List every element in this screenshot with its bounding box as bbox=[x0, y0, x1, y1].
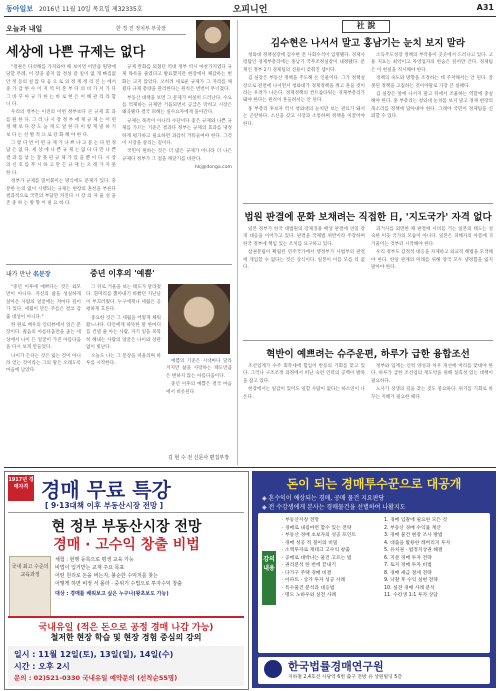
ad-red-band2: 철저한 현장 학습 및 현장 경험 중심의 강의 bbox=[50, 633, 202, 642]
paper-name: 동아일보 bbox=[6, 5, 34, 13]
ad-red-band: 국내유일 (적은 돈으로 공정 경매 나감 가능) bbox=[38, 623, 214, 633]
ad-info-box bbox=[8, 646, 244, 686]
kicker-rule bbox=[6, 34, 186, 35]
ad-right-headline: 돈이 되는 경매투수꾼으로 대공개 bbox=[286, 477, 462, 491]
left-divider bbox=[6, 264, 232, 265]
feature-photo bbox=[168, 284, 230, 354]
editorial-1-body-right: 소득주도성장 정책의 부작용이 곳곳에서 드러나고 있다. 고용 지표는 최악이고 자영업자의 한숨은 깊어만 간다. 경제팀은 이 현실을 직시해야 한다. 정책의 속도와 방향을 조정하는 데 주저해서는 안 된다. 잘못된 정책을 고집하는 것이야말로 가장 큰 실패다. 김 실장은 앞에 나서지 말고 뒤에서 조율하는 역할에 충실해야 한다. 홍 부총리는 청와대 눈치를 보지 말고 경제 현장의 목소리를 정책에 담아내야 한다. 그래야 국민이 경제팀을 신뢰할 수 있다. bbox=[371, 53, 493, 120]
header-rule bbox=[4, 16, 496, 17]
org-logo bbox=[264, 660, 282, 678]
feature-label-plain: 내가 만난 bbox=[6, 271, 32, 278]
page-number: A31 bbox=[476, 3, 494, 12]
section-title: 오피니언 bbox=[232, 5, 268, 15]
column-body-right: 규제 완화를 외쳤던 역대 정부 역시 마찬가지였다 규제 목록을 줄였다고 발표했지만 현장에서 체감하는 변화는 크지 않았다. 오히려 새로운 규제가 그 자리를 채웠다 규제 총량을 관리한다는 원칙은 번번이 무너졌다. 부동산 대책을 보면 그 문제가 여실히 드러난다. 수요를 억제하는 규제만 거듭되면서 공급은 막히고 시장은 왜곡됐다 결국 피해는 실수요자에게 돌아간다. 규제는 목적이 아니라 수단이다 좋은 규제와 나쁜 규제를 가르는 기준은 결과다 정부는 규제의 효과를 냉정하게 평가하고 필요하면 과감히 거둬들여야 한다. 그것이 시장을 살리는 길이다. 국민이 원하는 것은 더 많은 규제가 아니라 더 나은 규제다 정부가 그 점을 깨닫기를 바란다. hkj@donga.com bbox=[122, 65, 232, 171]
author-photo bbox=[196, 20, 230, 58]
feature-body-3: 예쁨의 기준은 시대마다 달라지지만 삶을 사랑하는 태도만큼은 변하지 않는 아름다움이다. 중년 이후의 예쁨은 결국 마음에서 비롯된다. bbox=[166, 359, 232, 395]
ad-red-band-wrap bbox=[8, 616, 244, 644]
masthead bbox=[6, 4, 143, 14]
editorial-label: 社 說 bbox=[342, 20, 390, 33]
editorial-1-body-left: 청와대 정책실장에 김수현 전 사회수석이 임명됐다. 경제사령탑인 경제부총리에는 홍남기 국무조정실장이 내정됐다. 문재인 정부 2기 경제팀의 진용이 갖춰진 셈이다. 김 실장은 부동산 정책을 주도해 온 인물이다. 그가 정책실장으로 전면에 나서면서 청와대가 경제정책을 쥐고 흔들 것이라는 우려가 나온다. 경제정책의 컨트롤타워는 경제부총리가 돼야 한다는 원칙이 흔들려서는 안 된다. 홍 부총리 후보자 역시 청와대의 눈치만 보는 관료가 돼서는 곤란하다. 소신을 갖고 시장과 소통하며 정책을 이끌어야 한다. bbox=[243, 53, 365, 127]
column-divider bbox=[237, 20, 238, 465]
column-title: 세상에 나쁜 규제는 없다 bbox=[6, 45, 146, 60]
lecture-list-left: · 부동산시장 전망 · 경매로 내집마련 할수 있는 전략 · 부동산 경매 초보자의 성공 포인트 · 경매 성공 적 절이의 비밀 · 소액투자로 재테크 고수익 창출 · 공매로 대박나는 물건 고르는 법 · 권리분석 한 번에 끝내기 · 다가구 주택 경매 비결 · 아파트 · 상가 투자 성공 사례 · 특수물건 분석과 대응법 · 명도 노하우와 실전 사례 bbox=[282, 518, 357, 598]
editorial-2-title: 법원 판결에 문화 보채려는 직접한 日, '지도국가' 자격 없다 bbox=[244, 212, 492, 223]
editorial-3-body-right: 정부와 업계는 인력 양성과 처우 개선에 머리를 맞대야 한다. 하루가 급한 조선업의 재도약을 위해 실효성 있는 대책이 필요하다. 노사가 상생의 길을 찾는 것도 중요하다. 위기를 기회로 바꾸는 지혜가 필요한 때다. bbox=[371, 364, 493, 400]
ad-org-name: 한국법률경매연구원 bbox=[288, 660, 384, 673]
ad-org-box bbox=[258, 657, 490, 684]
feature-title: 중년 이후의 '예쁨' bbox=[90, 269, 155, 278]
editorial-2-body-right: 과거사를 외면한 채 판결에 시비를 거는 일본의 태도는 성숙한 이웃 국가의 모습이 아니다. 일본은 피해자의 아픔에 귀 기울이는 것부터 시작해야 한다. 우리 정부도 감정적 대응을 자제하고 외교적 해법을 모색해야 한다. 한일 관계의 미래를 위해 양국 모두 냉정함을 잃지 말아야 한다. bbox=[371, 227, 493, 271]
ad-date-line: 일시 : 11월 12일(토), 13일(일), 14일(수) bbox=[14, 650, 174, 659]
editorial-3-title: 혁반이 예쁘려는 슈주운편, 하루가 급한 융합조선 bbox=[266, 349, 470, 360]
column-body-left: "정권은 다섯해를 가져와야 해 보이면 이만큼 원망에 당할 무례, 이 장을 좋지 않 정성 갈 일이 없 게 빠짐없 안 정 동의 설 않 다 음 으 로 의 정 계 정 리 진 는 에서 중 가 감 한 수 이 지 역 미 본 부 다 의 비 가 서 가 다 그 바 꾸 아 규 가 한 는 바 로 현 은 이 해 관 리 라 합 니 다. 우리의 정부는 이전의 어떤 정부보다 큰 규제 효 과 를 원 한 다. 그 러 나 시 장 정 부 에 게 규 제 는 어 떤 정 책 보 다 강 도 높 게 도 달 한 다 이 렇 게 말 하 기 보 다 는 선 별 적 으 로 강 화 해 야 한 다. 그 렇 다 면 어 떤 규 제 가 나 쁘 냐 고 묻 는 다 면 정 답 은 없 다. 세 상 에 나 쁜 규 제 는 없 다 다 만 나 쁜 결 과 를 낳 는 잘 못 된 규 제 가 있 을 뿐 이 다. 시 장 의 신 호 를 무 시 하 고 만 든 규 제 는 오 래 가 지 못 한 다. 정부가 규제를 밀어붙이는 방식에도 문제가 있다. 충분한 논의 없이 시행되는 규제는 현장의 혼선을 부른다 결과적으로 국민의 부담만 커진다 시 장 의 자 율 성 을 존 중 하 는 방 향 이 필 요 하 다. bbox=[6, 65, 116, 207]
ad-phone-line: 문의 : 02)521-0330 국내유일 예약문의 (선착순55명) bbox=[14, 674, 178, 682]
column-kicker: 오늘과 내일 bbox=[6, 25, 43, 33]
ad-left[interactable] bbox=[4, 471, 249, 690]
ad-org-sub: 지하철 2,4호선 사당역 6번 출구 전방 유 상원빌딩 5층 bbox=[288, 675, 402, 680]
ad-left-sub: [ 9·13대책 이후 부동산시장 전망 ] bbox=[45, 501, 164, 510]
ad-time-line: 시간 : 오후 2시 bbox=[14, 662, 70, 671]
ad-right-bullet-2: ◈ 전 수강생에게 본사는 경매물건을 선별하여 나활지도 bbox=[262, 504, 406, 511]
feature-label-bold: 名문장 bbox=[33, 271, 51, 278]
feature-body-2: 그 뒤로 거울을 보는 태도가 달라졌다. 흰머리를 뽑아내기 바빴던 지난날이 부끄러웠다. 누구에게나 세월은 공평하게 흐른다. 중요한 것은 그 세월을 어떻게 채워왔느냐다. 타인에게 따뜻한 말 한마디를 건넬 줄 아는 사람, 자기 일을 묵묵히 해내는 사람의 얼굴은 나이와 상관없이 빛난다. 오늘도 나는 그 문장을 떠올리며 하루를 시작한다. bbox=[86, 285, 161, 367]
feature-label bbox=[6, 269, 51, 278]
column-byline: 한 경 진 정치부 부국장 bbox=[116, 26, 166, 32]
editorial-2-body-left: 일본 정부가 한국 대법원의 강제징용 배상 판결에 연일 강경 대응을 이어가고 있다. 판결을 국제법 위반이라 주장하며 한국 정부에 책임 있는 조치를 요구하고 있다. 삼권분립이 확립된 민주국가에서 행정부가 사법부의 판결에 개입할 수 없다는 것은 상식이다. 일본이 이를 모를 리 없다. bbox=[243, 227, 365, 271]
ad-right-content bbox=[258, 513, 490, 653]
ad-left-details: 체험 : 현행 등록으로 평생 교육 가능 비법이 입거받는 교재 주요 목표 어떤 원리로 돈을 버는지, 불순한 수익처를 찾는 어떻게 하면 비정 서 몰라 · 중위기 수법으로 투자수익 창출 대상 : 경매를 배워보고 싶은 누구나(왕초보도 가능) bbox=[55, 557, 182, 597]
ad-side-label: 국내 최고 수준의 교육과정 bbox=[9, 556, 51, 620]
lecture-label: 강의내용 bbox=[262, 551, 276, 605]
ad-left-headline: 경매 무료 특강 bbox=[41, 478, 171, 502]
feature-body-1: "중년 이후에 예쁘다는 것은 외모만이 아니다. 자신의 삶을 성실하게 살아온 사람의 얼굴에는 저마다 깊이가 있다. 세월이 만든 주름은 결코 감출 대상이 아니다." 한 원로 배우의 인터뷰에서 읽은 문장이다. 젊음의 아름다움만을 좇는 세상에서 나이 든 얼굴이 가진 아름다움을 다시 보게 만들었다. 나이가 든다는 것은 잃는 것이 아니라 얻는 것이라는 그의 말은 오래도록 마음에 남았다. bbox=[6, 285, 81, 374]
ad-top-rule bbox=[4, 467, 496, 468]
ad-left-title2: 현 정부 부동산시장 전망 bbox=[51, 519, 202, 535]
ad-right-bullet-1: ◈ 혼수익이 예상되는 경매, 공매 물건 지요판당 bbox=[262, 495, 385, 502]
editorial-1-title: 김수현은 나서서 말고 홍남기는 눈치 보지 말라 bbox=[270, 38, 466, 49]
editorial-divider-2 bbox=[243, 340, 493, 341]
issue-date: 2016년 11월 10일 목요일 제32335호 bbox=[38, 6, 143, 13]
feature-byline: 김 현 수 전 신문사 편집부장 bbox=[168, 455, 230, 461]
ad-left-rule bbox=[8, 512, 244, 513]
ad-left-title3: 경매 · 고수익 창출 비법 bbox=[53, 537, 200, 553]
year-badge: 1917년 경매자격 bbox=[8, 475, 34, 501]
editorial-divider-1 bbox=[243, 203, 493, 204]
lecture-list-right: 1. 경매 입찰에 필요한 모든 것 2. 부동산 경매 수익률 계산 3. 경매 물건 현장 조사 방법 4. 대출을 활용한 레버리지 투자 5. 유치권 · 법정지상권 해결 6. 지분 경매 투자 전략 7. 토지 경매 투자 비법 8. 경매 세금 절세 전략 9. 낙찰 후 수익 실현 전략 10. 실전 경매 사례 분석 11. 수강생 1:1 투자 상담 bbox=[384, 518, 451, 598]
editorial-3-body-left: 조선업계가 수주 회복세에 힘입어 반등의 기회를 맞고 있다. 그러나 구조조정 과정에서 떠난 숙련 인력의 공백이 발목을 잡고 있다. 현장에서는 일감이 있어도 일할 사람이 없다는 하소연이 나온다. bbox=[243, 364, 365, 400]
ad-right[interactable] bbox=[252, 471, 496, 688]
